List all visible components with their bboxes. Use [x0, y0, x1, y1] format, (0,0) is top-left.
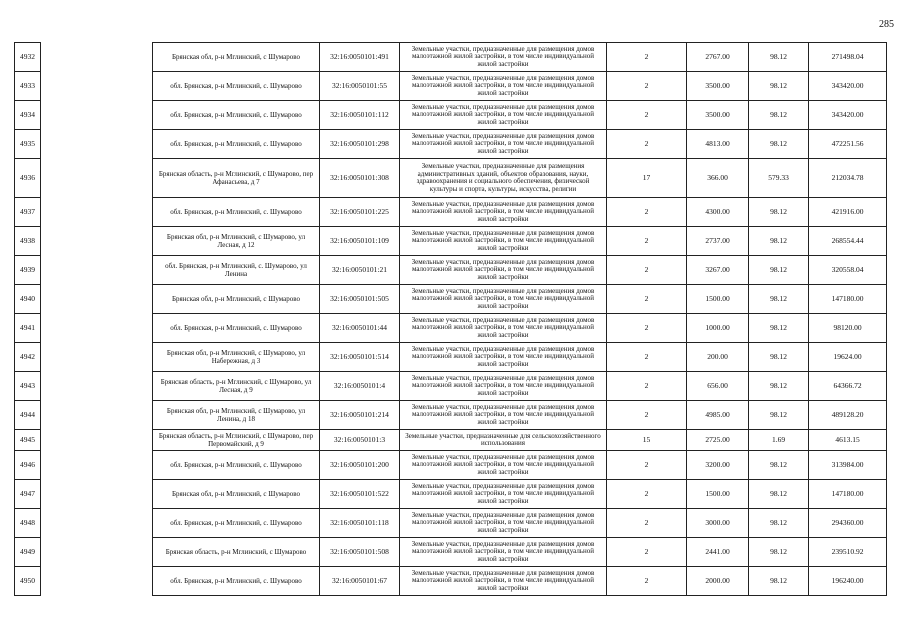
cadastral-value-cell: 271498.04: [809, 43, 887, 72]
area-cell: 200.00: [687, 343, 749, 372]
table-row: [15, 130, 887, 159]
row-number-cell: 4947: [15, 480, 41, 509]
address-cell: Брянская область, р-н Мглинский, с Шумарово: [153, 538, 320, 567]
cadastral-number-cell: 32:16:0050101:508: [320, 538, 400, 567]
area-cell: 4300.00: [687, 198, 749, 227]
land-use-cell: Земельные участки, предназначенные для размещения домов малоэтажной жилой застройки, в том числе индивидуальной жилой застройки: [400, 227, 607, 256]
cadastral-value-cell: 19624.00: [809, 343, 887, 372]
land-use-cell: Земельные участки, предназначенные для размещения домов малоэтажной жилой застройки, в том числе индивидуальной жилой застройки: [400, 285, 607, 314]
address-cell: Брянская область, р-н Мглинский, с Шумарово, пер Афанасьева, д 7: [153, 159, 320, 198]
spacer-cell: [41, 130, 153, 159]
land-use-cell: Земельные участки, предназначенные для размещения домов малоэтажной жилой застройки, в том числе индивидуальной жилой застройки: [400, 401, 607, 430]
row-number-cell: 4950: [15, 567, 41, 596]
row-number-cell: 4936: [15, 159, 41, 198]
rate-cell: 98.12: [749, 538, 809, 567]
cadastral-number-cell: 32:16:0050101:3: [320, 430, 400, 451]
rate-cell: 98.12: [749, 101, 809, 130]
rate-cell: 579.33: [749, 159, 809, 198]
spacer-cell: [41, 451, 153, 480]
spacer-cell: [41, 198, 153, 227]
cadastral-value-cell: 421916.00: [809, 198, 887, 227]
group-cell: 2: [607, 314, 687, 343]
table-row: [15, 451, 887, 480]
cadastral-value-cell: 320558.04: [809, 256, 887, 285]
spacer-cell: [41, 480, 153, 509]
cadastral-value-cell: 196240.00: [809, 567, 887, 596]
address-cell: обл. Брянская, р-н Мглинский, с. Шумарово: [153, 101, 320, 130]
group-cell: 2: [607, 538, 687, 567]
land-use-cell: Земельные участки, предназначенные для сельскохозяйственного использования: [400, 430, 607, 451]
table-row: [15, 430, 887, 451]
cadastral-value-cell: 98120.00: [809, 314, 887, 343]
cadastral-number-cell: 32:16:0050101:67: [320, 567, 400, 596]
rate-cell: 98.12: [749, 72, 809, 101]
rate-cell: 98.12: [749, 256, 809, 285]
address-cell: Брянская обл, р-н Мглинский, с Шумарово: [153, 43, 320, 72]
address-cell: Брянская обл, р-н Мглинский, с Шумарово, ул Ленина, д 18: [153, 401, 320, 430]
area-cell: 2767.00: [687, 43, 749, 72]
spacer-cell: [41, 159, 153, 198]
area-cell: 4985.00: [687, 401, 749, 430]
row-number-cell: 4944: [15, 401, 41, 430]
cadastral-number-cell: 32:16:0050101:225: [320, 198, 400, 227]
row-number-cell: 4933: [15, 72, 41, 101]
group-cell: 2: [607, 401, 687, 430]
cadastral-number-cell: 32:16:0050101:4: [320, 372, 400, 401]
table-row: [15, 227, 887, 256]
area-cell: 1500.00: [687, 285, 749, 314]
group-cell: 2: [607, 567, 687, 596]
cadastral-value-cell: 147180.00: [809, 480, 887, 509]
cadastral-value-cell: 212034.78: [809, 159, 887, 198]
spacer-cell: [41, 567, 153, 596]
row-number-cell: 4949: [15, 538, 41, 567]
row-number-cell: 4935: [15, 130, 41, 159]
spacer-cell: [41, 538, 153, 567]
table-row: [15, 538, 887, 567]
cadastral-number-cell: 32:16:0050101:514: [320, 343, 400, 372]
area-cell: 1000.00: [687, 314, 749, 343]
group-cell: 2: [607, 480, 687, 509]
table-row: [15, 198, 887, 227]
group-cell: 2: [607, 343, 687, 372]
rate-cell: 98.12: [749, 509, 809, 538]
area-cell: 3200.00: [687, 451, 749, 480]
spacer-cell: [41, 43, 153, 72]
row-number-cell: 4942: [15, 343, 41, 372]
table-row: [15, 285, 887, 314]
row-number-cell: 4946: [15, 451, 41, 480]
address-cell: обл. Брянская, р-н Мглинский, с. Шумарово, ул Ленина: [153, 256, 320, 285]
table-row: [15, 101, 887, 130]
spacer-cell: [41, 430, 153, 451]
area-cell: 656.00: [687, 372, 749, 401]
row-number-cell: 4943: [15, 372, 41, 401]
group-cell: 2: [607, 43, 687, 72]
area-cell: 3500.00: [687, 101, 749, 130]
land-use-cell: Земельные участки, предназначенные для размещения административных зданий, объектов образования, науки, здравоохранения и социального обеспечения, физической культуры и спорта, культуры, искусства, религии: [400, 159, 607, 198]
group-cell: 2: [607, 256, 687, 285]
cadastral-number-cell: 32:16:0050101:44: [320, 314, 400, 343]
rate-cell: 98.12: [749, 43, 809, 72]
rate-cell: 98.12: [749, 130, 809, 159]
rate-cell: 98.12: [749, 567, 809, 596]
row-number-cell: 4941: [15, 314, 41, 343]
rate-cell: 98.12: [749, 372, 809, 401]
row-number-cell: 4940: [15, 285, 41, 314]
spacer-cell: [41, 101, 153, 130]
rate-cell: 98.12: [749, 227, 809, 256]
rate-cell: 1.69: [749, 430, 809, 451]
address-cell: обл. Брянская, р-н Мглинский, с. Шумарово: [153, 72, 320, 101]
rate-cell: 98.12: [749, 451, 809, 480]
group-cell: 2: [607, 451, 687, 480]
land-use-cell: Земельные участки, предназначенные для размещения домов малоэтажной жилой застройки, в том числе индивидуальной жилой застройки: [400, 101, 607, 130]
spacer-cell: [41, 256, 153, 285]
address-cell: обл. Брянская, р-н Мглинский, с. Шумарово: [153, 314, 320, 343]
cadastral-number-cell: 32:16:0050101:118: [320, 509, 400, 538]
cadastral-value-cell: 268554.44: [809, 227, 887, 256]
table-row: [15, 43, 887, 72]
land-use-cell: Земельные участки, предназначенные для размещения домов малоэтажной жилой застройки, в том числе индивидуальной жилой застройки: [400, 509, 607, 538]
rate-cell: 98.12: [749, 285, 809, 314]
area-cell: 2000.00: [687, 567, 749, 596]
address-cell: Брянская область, р-н Мглинский, с Шумарово, ул Лесная, д 9: [153, 372, 320, 401]
cadastral-number-cell: 32:16:0050101:112: [320, 101, 400, 130]
address-cell: Брянская обл, р-н Мглинский, с Шумарово, ул Набережная, д 3: [153, 343, 320, 372]
cadastral-value-cell: 472251.56: [809, 130, 887, 159]
spacer-cell: [41, 314, 153, 343]
cadastral-number-cell: 32:16:0050101:505: [320, 285, 400, 314]
cadastral-value-cell: 294360.00: [809, 509, 887, 538]
row-number-cell: 4948: [15, 509, 41, 538]
address-cell: Брянская обл, р-н Мглинский, с Шумарово: [153, 480, 320, 509]
area-cell: 2441.00: [687, 538, 749, 567]
spacer-cell: [41, 227, 153, 256]
cadastral-value-cell: 4613.15: [809, 430, 887, 451]
group-cell: 2: [607, 372, 687, 401]
cadastral-number-cell: 32:16:0050101:214: [320, 401, 400, 430]
address-cell: Брянская обл, р-н Мглинский, с Шумарово, ул Лесная, д 12: [153, 227, 320, 256]
area-cell: 366.00: [687, 159, 749, 198]
group-cell: 2: [607, 285, 687, 314]
rate-cell: 98.12: [749, 314, 809, 343]
area-cell: 1500.00: [687, 480, 749, 509]
address-cell: обл. Брянская, р-н Мглинский, с. Шумарово: [153, 198, 320, 227]
spacer-cell: [41, 72, 153, 101]
area-cell: 3500.00: [687, 72, 749, 101]
land-use-cell: Земельные участки, предназначенные для размещения домов малоэтажной жилой застройки, в том числе индивидуальной жилой застройки: [400, 567, 607, 596]
cadastral-value-cell: 239510.92: [809, 538, 887, 567]
land-use-cell: Земельные участки, предназначенные для размещения домов малоэтажной жилой застройки, в том числе индивидуальной жилой застройки: [400, 343, 607, 372]
table-body: [15, 43, 887, 596]
group-cell: 2: [607, 227, 687, 256]
land-use-cell: Земельные участки, предназначенные для размещения домов малоэтажной жилой застройки, в том числе индивидуальной жилой застройки: [400, 451, 607, 480]
land-use-cell: Земельные участки, предназначенные для размещения домов малоэтажной жилой застройки, в том числе индивидуальной жилой застройки: [400, 372, 607, 401]
cadastral-number-cell: 32:16:0050101:55: [320, 72, 400, 101]
rate-cell: 98.12: [749, 198, 809, 227]
table-row: [15, 509, 887, 538]
spacer-cell: [41, 401, 153, 430]
table-row: [15, 401, 887, 430]
land-use-cell: Земельные участки, предназначенные для размещения домов малоэтажной жилой застройки, в том числе индивидуальной жилой застройки: [400, 256, 607, 285]
cadastral-number-cell: 32:16:0050101:491: [320, 43, 400, 72]
area-cell: 2737.00: [687, 227, 749, 256]
table-row: [15, 372, 887, 401]
cadastral-number-cell: 32:16:0050101:522: [320, 480, 400, 509]
table-row: [15, 256, 887, 285]
row-number-cell: 4934: [15, 101, 41, 130]
rate-cell: 98.12: [749, 343, 809, 372]
group-cell: 2: [607, 130, 687, 159]
cadastral-value-cell: 343420.00: [809, 101, 887, 130]
table-row: [15, 72, 887, 101]
table-row: [15, 480, 887, 509]
rate-cell: 98.12: [749, 401, 809, 430]
cadastral-number-cell: 32:16:0050101:308: [320, 159, 400, 198]
row-number-cell: 4932: [15, 43, 41, 72]
address-cell: обл. Брянская, р-н Мглинский, с. Шумарово: [153, 567, 320, 596]
land-use-cell: Земельные участки, предназначенные для размещения домов малоэтажной жилой застройки, в том числе индивидуальной жилой застройки: [400, 43, 607, 72]
cadastral-number-cell: 32:16:0050101:298: [320, 130, 400, 159]
row-number-cell: 4939: [15, 256, 41, 285]
area-cell: 3000.00: [687, 509, 749, 538]
cadastral-number-cell: 32:16:0050101:200: [320, 451, 400, 480]
row-number-cell: 4937: [15, 198, 41, 227]
group-cell: 15: [607, 430, 687, 451]
land-use-cell: Земельные участки, предназначенные для размещения домов малоэтажной жилой застройки, в том числе индивидуальной жилой застройки: [400, 130, 607, 159]
area-cell: 3267.00: [687, 256, 749, 285]
cadastral-value-table: [14, 42, 887, 596]
spacer-cell: [41, 372, 153, 401]
row-number-cell: 4938: [15, 227, 41, 256]
address-cell: Брянская обл, р-н Мглинский, с Шумарово: [153, 285, 320, 314]
land-use-cell: Земельные участки, предназначенные для размещения домов малоэтажной жилой застройки, в том числе индивидуальной жилой застройки: [400, 72, 607, 101]
address-cell: обл. Брянская, р-н Мглинский, с. Шумарово: [153, 451, 320, 480]
group-cell: 2: [607, 509, 687, 538]
cadastral-value-cell: 489128.20: [809, 401, 887, 430]
row-number-cell: 4945: [15, 430, 41, 451]
group-cell: 17: [607, 159, 687, 198]
cadastral-value-cell: 147180.00: [809, 285, 887, 314]
land-use-cell: Земельные участки, предназначенные для размещения домов малоэтажной жилой застройки, в том числе индивидуальной жилой застройки: [400, 198, 607, 227]
spacer-cell: [41, 509, 153, 538]
address-cell: Брянская область, р-н Мглинский, с Шумарово, пер Первомайский, д 9: [153, 430, 320, 451]
page-number: 285: [879, 19, 894, 30]
area-cell: 4813.00: [687, 130, 749, 159]
address-cell: обл. Брянская, р-н Мглинский, с. Шумарово: [153, 509, 320, 538]
spacer-cell: [41, 343, 153, 372]
group-cell: 2: [607, 198, 687, 227]
cadastral-value-cell: 343420.00: [809, 72, 887, 101]
table-row: [15, 343, 887, 372]
table-row: [15, 159, 887, 198]
cadastral-number-cell: 32:16:0050101:109: [320, 227, 400, 256]
table-row: [15, 314, 887, 343]
rate-cell: 98.12: [749, 480, 809, 509]
spacer-cell: [41, 285, 153, 314]
land-use-cell: Земельные участки, предназначенные для размещения домов малоэтажной жилой застройки, в том числе индивидуальной жилой застройки: [400, 314, 607, 343]
land-use-cell: Земельные участки, предназначенные для размещения домов малоэтажной жилой застройки, в том числе индивидуальной жилой застройки: [400, 538, 607, 567]
group-cell: 2: [607, 101, 687, 130]
cadastral-value-cell: 313984.00: [809, 451, 887, 480]
table-row: [15, 567, 887, 596]
group-cell: 2: [607, 72, 687, 101]
cadastral-value-cell: 64366.72: [809, 372, 887, 401]
cadastral-number-cell: 32:16:0050101:21: [320, 256, 400, 285]
area-cell: 2725.00: [687, 430, 749, 451]
land-use-cell: Земельные участки, предназначенные для размещения домов малоэтажной жилой застройки, в том числе индивидуальной жилой застройки: [400, 480, 607, 509]
address-cell: обл. Брянская, р-н Мглинский, с. Шумарово: [153, 130, 320, 159]
